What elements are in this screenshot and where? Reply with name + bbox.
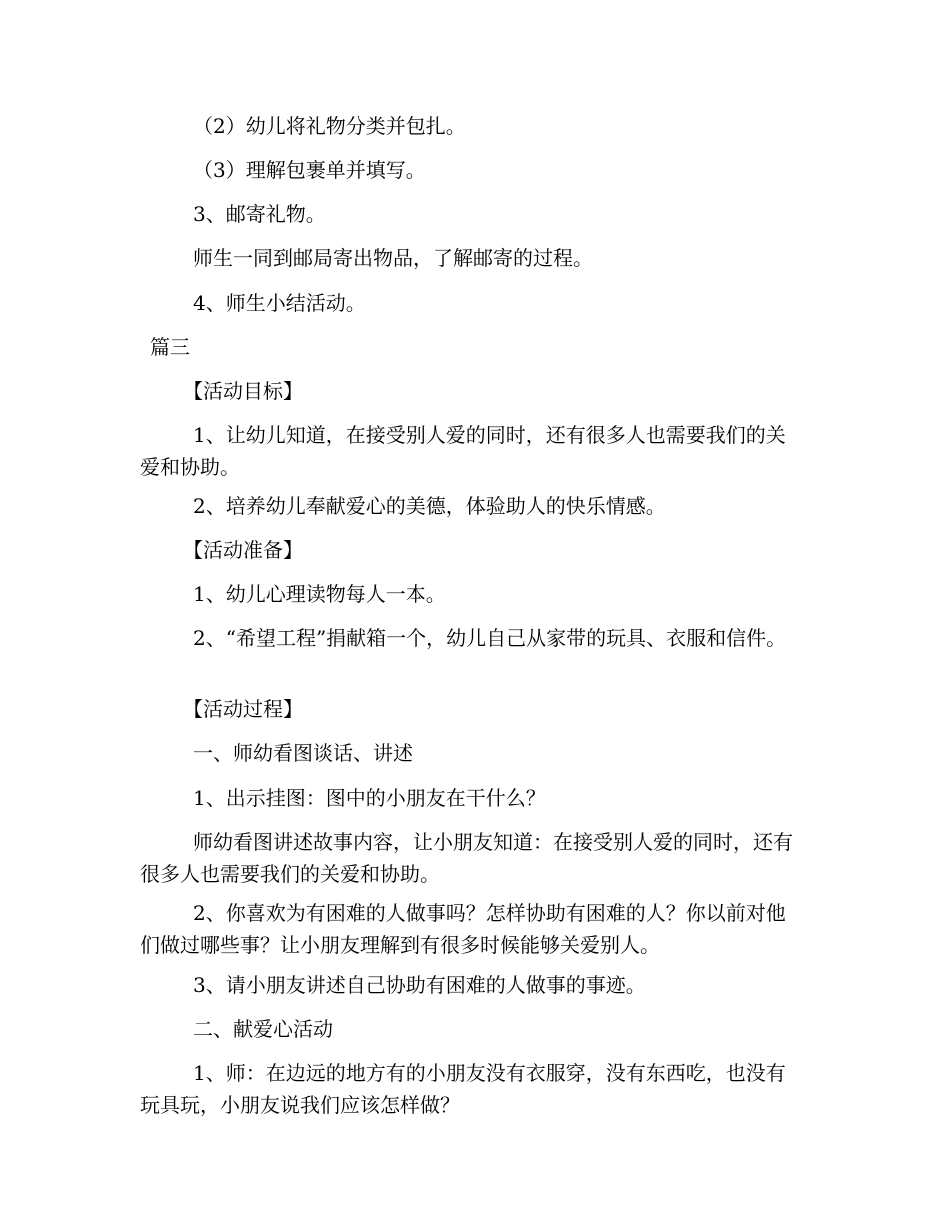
paragraph: 2、培养幼儿奉献爱心的美德，体验助人的快乐情感。 — [193, 494, 666, 518]
paragraph: 二、献爱心活动 — [193, 1017, 333, 1041]
subsection-heading: 【活动目标】 — [183, 379, 303, 403]
paragraph: 1、出示挂图：图中的小朋友在干什么？ — [193, 786, 546, 810]
paragraph: （3）理解包裹单并填写。 — [193, 158, 426, 182]
subsection-heading: 【活动准备】 — [183, 538, 303, 562]
paragraph: 师生一同到邮局寄出物品，了解邮寄的过程。 — [193, 246, 593, 270]
paragraph: 1、幼儿心理读物每人一本。 — [193, 582, 446, 606]
paragraph: 一、师幼看图谈话、讲述 — [193, 741, 413, 765]
paragraph: 3、邮寄礼物。 — [193, 202, 326, 226]
paragraph: 3、请小朋友讲述自己协助有困难的人做事的事迹。 — [193, 973, 646, 997]
section-heading: 篇三 — [150, 335, 190, 359]
paragraph: 师幼看图讲述故事内容，让小朋友知道：在接受别人爱的同时，还有很多人也需要我们的关爱和协助。 — [140, 830, 793, 886]
paragraph: 1、让幼儿知道，在接受别人爱的同时，还有很多人也需要我们的关爱和协助。 — [140, 423, 786, 479]
paragraph: （2）幼儿将礼物分类并包扎。 — [193, 114, 466, 138]
paragraph: 2、“希望工程”捐献箱一个，幼儿自己从家带的玩具、衣服和信件。 — [193, 626, 787, 650]
paragraph: 2、你喜欢为有困难的人做事吗？怎样协助有困难的人？你以前对他们做过哪些事？让小朋友理解到有很多时候能够关爱别人。 — [140, 901, 786, 957]
paragraph: 4、师生小结活动。 — [193, 291, 366, 315]
paragraph: 1、师：在边远的地方有的小朋友没有衣服穿，没有东西吃，也没有玩具玩，小朋友说我们应该怎样做？ — [140, 1061, 786, 1117]
subsection-heading: 【活动过程】 — [183, 697, 303, 721]
